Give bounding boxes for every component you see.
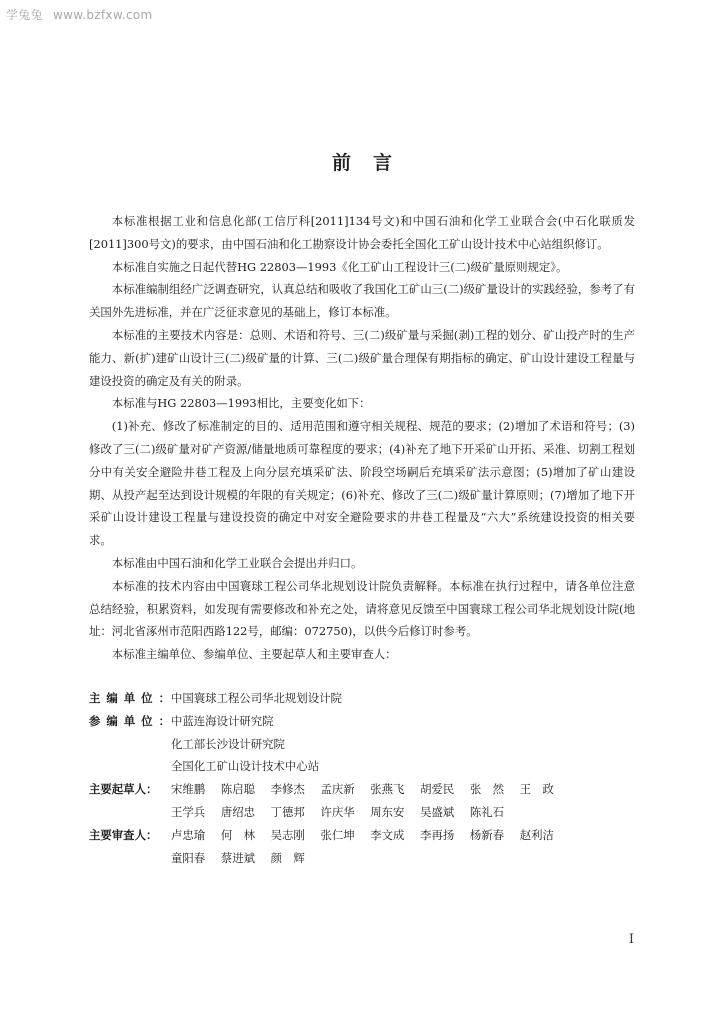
- paragraph-staff-intro: 本标准主编单位、参编单位、主要起草人和主要审查人：: [111, 647, 397, 662]
- co-editor-unit: 全国化工矿山设计技术中心站: [171, 759, 320, 774]
- drafter-name: 唐绍忠: [220, 804, 255, 819]
- drafter-name: 张燕飞: [370, 782, 405, 797]
- reviewer-name: 李再扬: [420, 827, 455, 842]
- drafter-name: 宋维鹏: [171, 782, 206, 797]
- drafters-line: [171, 801, 649, 824]
- drafter-name: 许庆华: [320, 804, 355, 819]
- co-editors-label: 参编单位：: [89, 713, 176, 728]
- drafter-name: 周东安: [370, 804, 405, 819]
- page-number: I: [628, 932, 634, 947]
- watermark: [6, 6, 153, 23]
- drafter-name: 王 政: [519, 782, 554, 797]
- co-editors-row: [89, 710, 649, 778]
- paragraph-main-content: 本标准的主要技术内容是：总则、术语和符号、三(二)级矿量与采掘(剥)工程的划分、矿山投产时的生产能力、新(扩)建矿山设计三(二)级矿量的计算、三(二)级矿量合理保有期指标的确定、矿山设计建设工程量与建设投资的确定及有关的附录。: [89, 327, 635, 388]
- reviewer-name: 李文成: [370, 827, 405, 842]
- drafter-name: 陈礼石: [469, 804, 505, 819]
- page-title: 前言: [331, 152, 414, 174]
- reviewers-line: [171, 847, 649, 870]
- chief-editor-row: [89, 687, 649, 710]
- drafter-name: 张 然: [469, 782, 505, 797]
- reviewer-name: 童阳春: [171, 850, 206, 865]
- drafters-line: [171, 778, 649, 801]
- reviewer-name: 张仁坤: [320, 827, 355, 842]
- reviewers-row: [89, 824, 649, 870]
- watermark-url: www.bzfxw.com: [53, 8, 153, 22]
- chief-editor-label: 主编单位：: [89, 691, 176, 705]
- drafter-name: 王学兵: [171, 804, 206, 819]
- reviewer-name: 吴志刚: [270, 827, 305, 842]
- co-editor-unit: 化工部长沙设计研究院: [171, 736, 285, 751]
- paragraph-changes-list: (1)补充、修改了标准制定的目的、适用范围和遵守相关规程、规范的要求；(2)增加了术语和符号；(3)修改了三(二)级矿量对矿产资源/储量地质可靠程度的要求；(4)补充了地下开采矿山开拓、采准、切割工程划分中有关安全避险井巷工程及上向分层充填采矿法、阶段空场嗣后充填采矿法示意图；(5)增加了矿山建设期、从投产起至达到设计规模的年限的有关规定；(6)补充、修改了三(二)级矿量计算原则；(7)增加了地下开采矿山设计建设工程量与建设投资的确定中对安全避险要求的井巷工程量及“六大”系统建设投资的相关要求。: [89, 419, 635, 548]
- chief-editor-unit: 中国寰球工程公司华北规划设计院: [171, 691, 342, 705]
- paragraph-interpretation: 本标准的技术内容由中国寰球工程公司华北规划设计院负责解释。本标准在执行过程中，请各单位注意总结经验，积累资料，如发现有需要修改和补充之处，请将意见反馈至中国寰球工程公司华北规划设计院(地址：河北省涿州市范阳西路122号，邮编：072750)，以供今后修订时参考。: [89, 578, 635, 639]
- staff-list: [89, 687, 649, 869]
- drafter-name: 陈启聪: [220, 782, 255, 797]
- drafter-name: 胡爱民: [420, 782, 455, 797]
- paragraph-origin: 本标准根据工业和信息化部(工信厅科[2011]134号文)和中国石油和化学工业联合会(中石化联质发[2011]300号文)的要求，由中国石油和化工勘察设计协会委托全国化工矿山设计技术中心站组织修订。: [89, 214, 635, 251]
- reviewer-name: 颜 辉: [270, 850, 305, 865]
- watermark-site: 学兔兔: [6, 8, 43, 22]
- drafters-row: [89, 778, 649, 824]
- reviewers-label: 主要审查人：: [89, 827, 158, 842]
- drafter-name: 李修杰: [270, 782, 305, 797]
- paragraph-changes-intro: 本标准与HG 22803—1993相比，主要变化如下：: [111, 396, 371, 411]
- reviewer-name: 赵利洁: [519, 827, 554, 842]
- drafters-label: 主要起草人：: [89, 782, 158, 797]
- reviewers-line: [171, 824, 649, 847]
- drafter-name: 吴盛斌: [420, 804, 455, 819]
- reviewer-name: 卢忠瑜: [171, 827, 206, 842]
- paragraph-compilation: 本标准编制组经广泛调查研究，认真总结和吸收了我国化工矿山三(二)级矿量设计的实践经验，参考了有关国外先进标准，并在广泛征求意见的基础上，修订本标准。: [89, 282, 635, 320]
- reviewer-name: 蔡进斌: [220, 850, 255, 865]
- drafter-name: 丁德邦: [270, 804, 305, 819]
- reviewer-name: 何 林: [220, 827, 255, 842]
- preface-body: [89, 210, 635, 666]
- paragraph-proposer: 本标准由中国石油和化学工业联合会提出并归口。: [111, 555, 363, 570]
- reviewer-name: 杨新春: [469, 827, 505, 842]
- paragraph-replaces: 本标准自实施之日起代替HG 22803—1993《化工矿山工程设计三(二)级矿量原则规定》。: [111, 259, 568, 274]
- drafter-name: 孟庆新: [320, 782, 355, 797]
- co-editor-unit: 中蓝连海设计研究院: [171, 713, 274, 728]
